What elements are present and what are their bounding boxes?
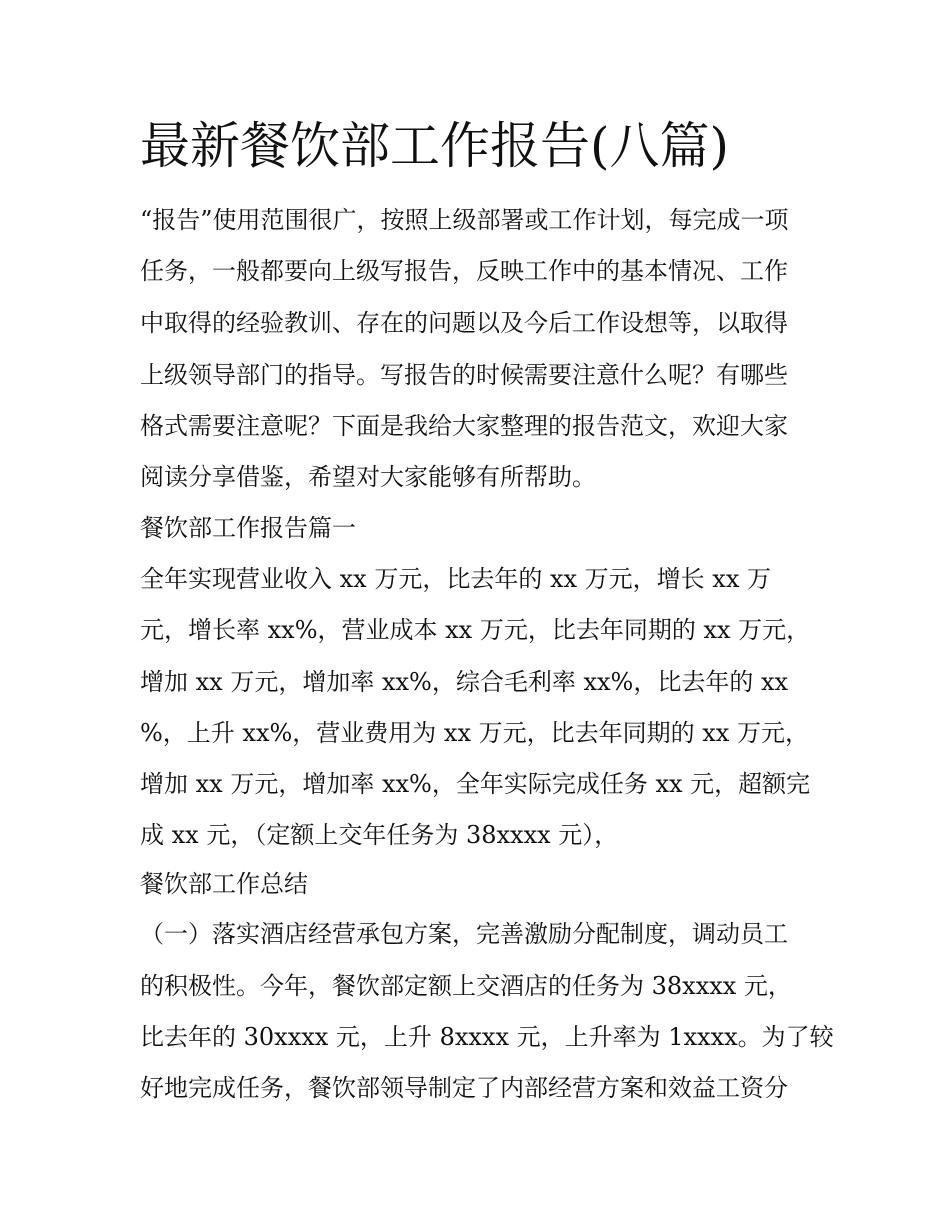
summary-line-4: 好地完成任务，餐饮部领导制定了内部经营方案和效益工资分 xyxy=(140,1074,788,1102)
report-1-line-1: 全年实现营业收入 xx 万元，比去年的 xx 万元，增长 xx 万 xyxy=(140,565,771,593)
intro-line-1: “报告”使用范围很广，按照上级部署或工作计划，每完成一项 xyxy=(140,206,789,234)
summary-line-1: （一）落实酒店经营承包方案，完善激励分配制度，调动员工 xyxy=(140,920,788,948)
intro-line-3: 中取得的经验教训、存在的问题以及今后工作设想等，以取得 xyxy=(140,309,788,337)
section-heading-summary: 餐饮部工作总结 xyxy=(140,870,308,898)
summary-line-2: 的积极性。今年，餐饮部定额上交酒店的任务为 38xxxx 元， xyxy=(140,972,792,1000)
document-title: 最新餐饮部工作报告(八篇) xyxy=(140,117,730,175)
report-1-line-5: 增加 xx 万元，增加率 xx%，全年实际完成任务 xx 元，超额完 xyxy=(140,770,811,798)
summary-line-3: 比去年的 30xxxx 元，上升 8xxxx 元，上升率为 1xxxx。为了较 xyxy=(140,1023,834,1051)
report-1-line-4: %，上升 xx%，营业费用为 xx 万元，比去年同期的 xx 万元， xyxy=(140,719,809,747)
report-1-line-2: 元，增长率 xx%，营业成本 xx 万元，比去年同期的 xx 万元， xyxy=(140,616,811,644)
report-1-line-6: 成 xx 元，（定额上交年任务为 38xxxx 元）， xyxy=(140,821,619,849)
report-1-line-3: 增加 xx 万元，增加率 xx%，综合毛利率 xx%，比去年的 xx xyxy=(140,668,789,696)
intro-line-5: 格式需要注意呢？下面是我给大家整理的报告范文，欢迎大家 xyxy=(140,412,788,440)
intro-line-4: 上级领导部门的指导。写报告的时候需要注意什么呢？有哪些 xyxy=(140,361,788,389)
intro-line-2: 任务，一般都要向上级写报告，反映工作中的基本情况、工作 xyxy=(140,257,788,285)
intro-line-6: 阅读分享借鉴，希望对大家能够有所帮助。 xyxy=(140,463,596,491)
section-heading-report-1: 餐饮部工作报告篇一 xyxy=(140,514,356,542)
